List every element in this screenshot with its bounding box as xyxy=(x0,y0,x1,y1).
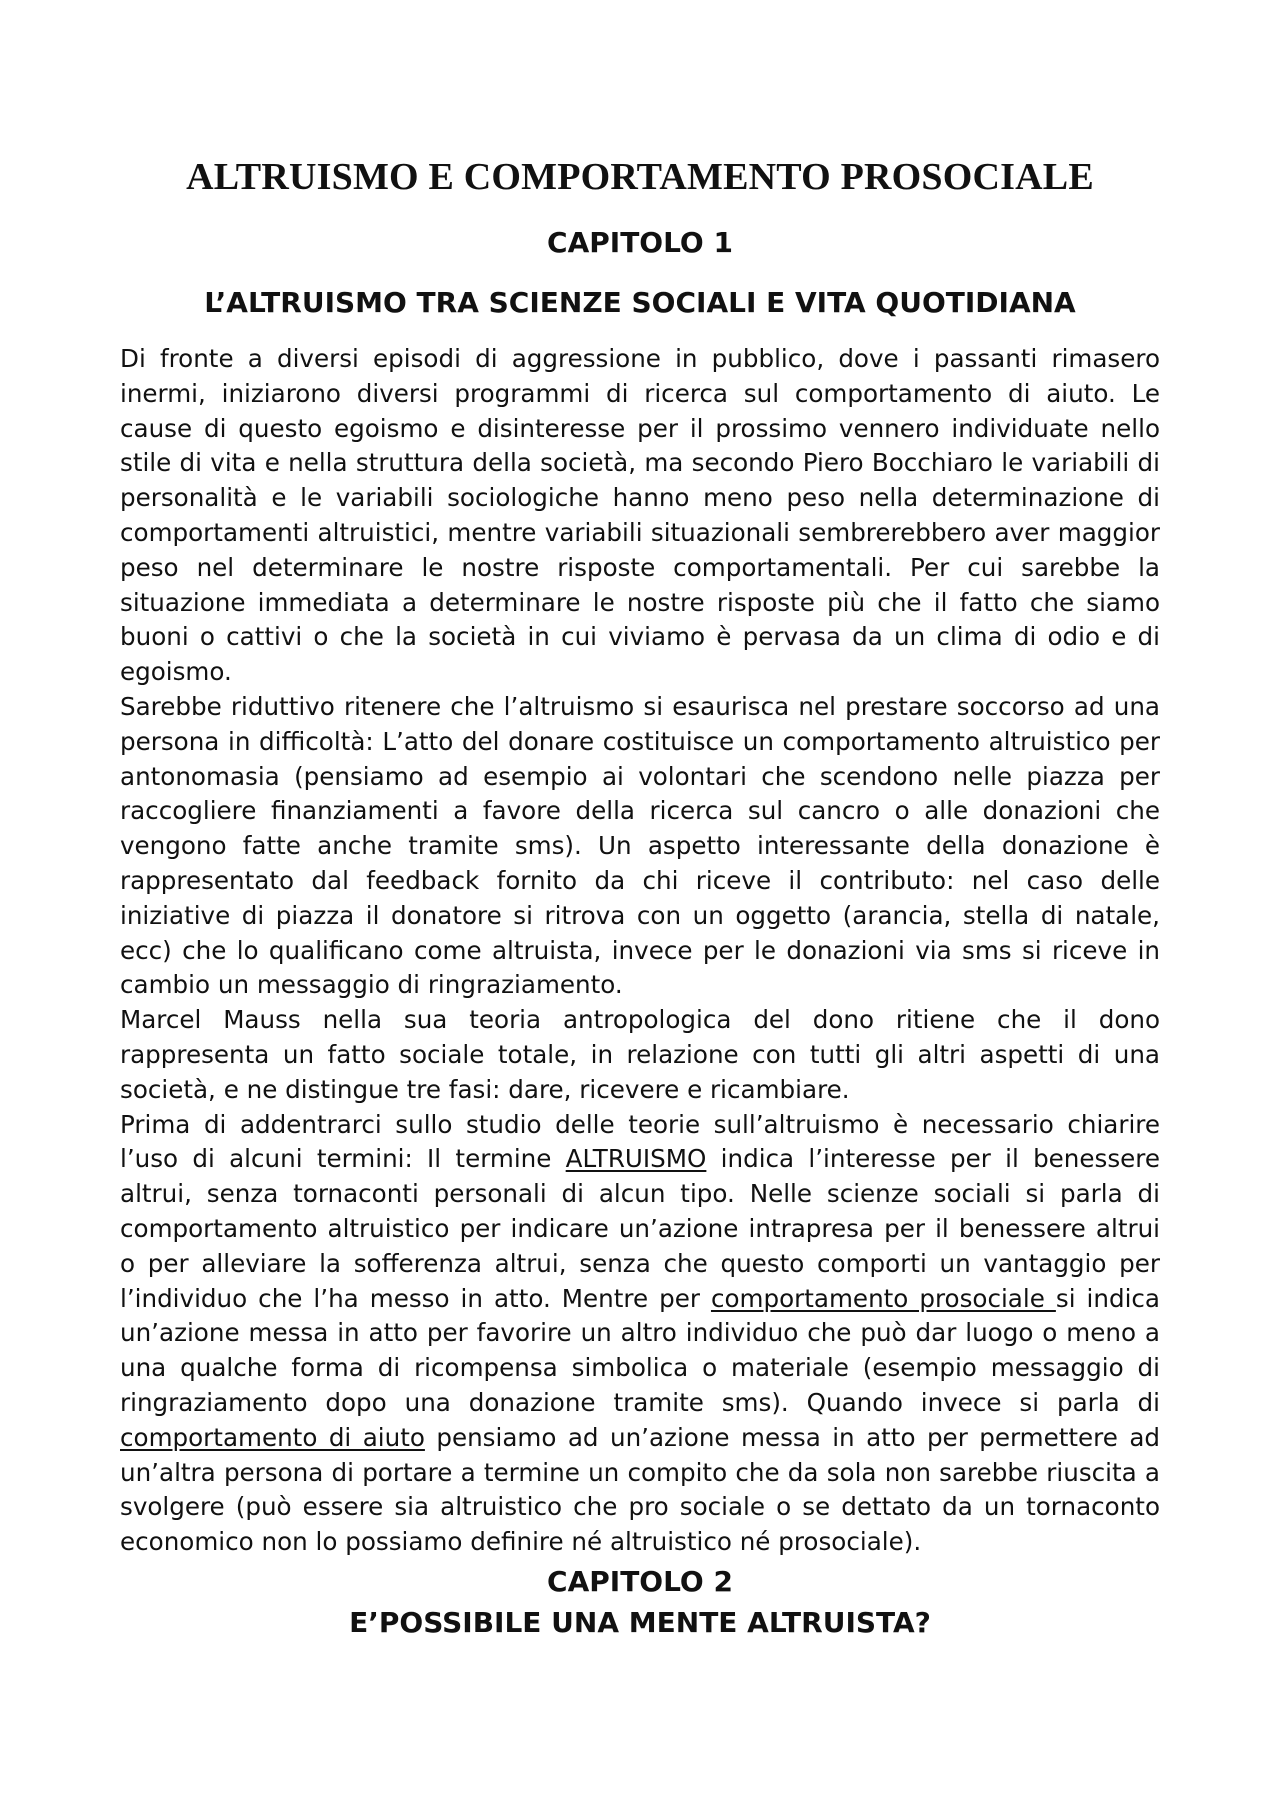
paragraph-4 xyxy=(120,1108,1160,1560)
paragraph-3: Marcel Mauss nella sua teoria antropologica del dono ritiene che il dono rappresenta un fatto sociale totale, in relazione con tutti gli altri aspetti di una società, e ne distingue tre fasi: dare, ricevere e ricambiare. xyxy=(120,1005,1160,1104)
paragraph-4-text-1: Prima di addentrarci sullo studio delle teorie sull’altruismo è necessario chiarire l’uso di alcuni termini: Il termine xyxy=(120,1109,1160,1174)
paragraph-4-text-2: indica l’interesse per il benessere altrui, senza tornaconti personali di alcun tipo. Nelle scienze sociali si parla di comportamento altruistico per indicare un’azione intrapresa per il benessere altrui o per alleviare la sofferenza altrui, senza che questo comporti un vantaggio per l’individuo che l’ha messo in atto. Mentre per xyxy=(120,1144,1160,1313)
chapter-1-heading: L’ALTRUISMO TRA SCIENZE SOCIALI E VITA QUOTIDIANA xyxy=(204,286,1076,319)
term-comportamento-prosociale: comportamento prosociale xyxy=(710,1283,1056,1313)
chapter-2-label: CAPITOLO 2 xyxy=(547,1564,733,1598)
document-page xyxy=(120,150,1160,1644)
paragraph-1: Di fronte a diversi episodi di aggressione in pubblico, dove i passanti rimasero inermi, iniziarono diversi programmi di ricerca sul comportamento di aiuto. Le cause di questo egoismo e disinteresse per il prossimo vennero individuate nello stile di vita e nella struttura della società, ma secondo Piero Bocchiaro le variabili di personalità e le variabili sociologiche hanno meno peso nella determinazione di comportamenti altruistici, mentre variabili situazionali sembrerebbero aver maggior peso nel determinare le nostre risposte comportamentali. Per cui sarebbe la situazione immediata a determinare le nostre risposte più che il fatto che siamo buoni o cattivi o che la società in cui viviamo è pervasa da un clima di odio e di egoismo. xyxy=(120,344,1160,687)
term-altruismo: ALTRUISMO xyxy=(565,1144,707,1174)
chapter-1-label: CAPITOLO 1 xyxy=(547,226,733,259)
paragraph-4-text-4: pensiamo ad un’azione messa in atto per permettere ad un’altra persona di portare a termine un compito che da sola non sarebbe riuscita a svolgere (può essere sia altruistico che pro sociale o se dettato da un tornaconto economico non lo possiamo definire né altruistico né prosociale). xyxy=(120,1422,1161,1557)
term-comportamento-di-aiuto: comportamento di aiuto xyxy=(120,1422,425,1452)
document-title: ALTRUISMO E COMPORTAMENTO PROSOCIALE xyxy=(186,156,1094,198)
paragraph-4-text-3: si indica un’azione messa in atto per favorire un altro individuo che può dar luogo o meno a una qualche forma di ricompensa simbolica o materiale (esempio messaggio di ringraziamento dopo una donazione tramite sms). Quando invece si parla di xyxy=(120,1283,1160,1417)
paragraph-2: Sarebbe riduttivo ritenere che l’altruismo si esaurisca nel prestare soccorso ad una persona in difficoltà: L’atto del donare costituisce un comportamento altruistico per antonomasia (pensiamo ad esempio ai volontari che scendono nelle piazza per raccogliere finanziamenti a favore della ricerca sul cancro o alle donazioni che vengono fatte anche tramite sms). Un aspetto interessante della donazione è rappresentato dal feedback fornito da chi riceve il contributo: nel caso delle iniziative di piazza il donatore si ritrova con un oggetto (arancia, stella di natale, ecc) che lo qualificano come altruista, invece per le donazioni via sms si riceve in cambio un messaggio di ringraziamento. xyxy=(120,691,1160,1000)
chapter-2-heading: E’POSSIBILE UNA MENTE ALTRUISTA? xyxy=(349,1605,931,1639)
